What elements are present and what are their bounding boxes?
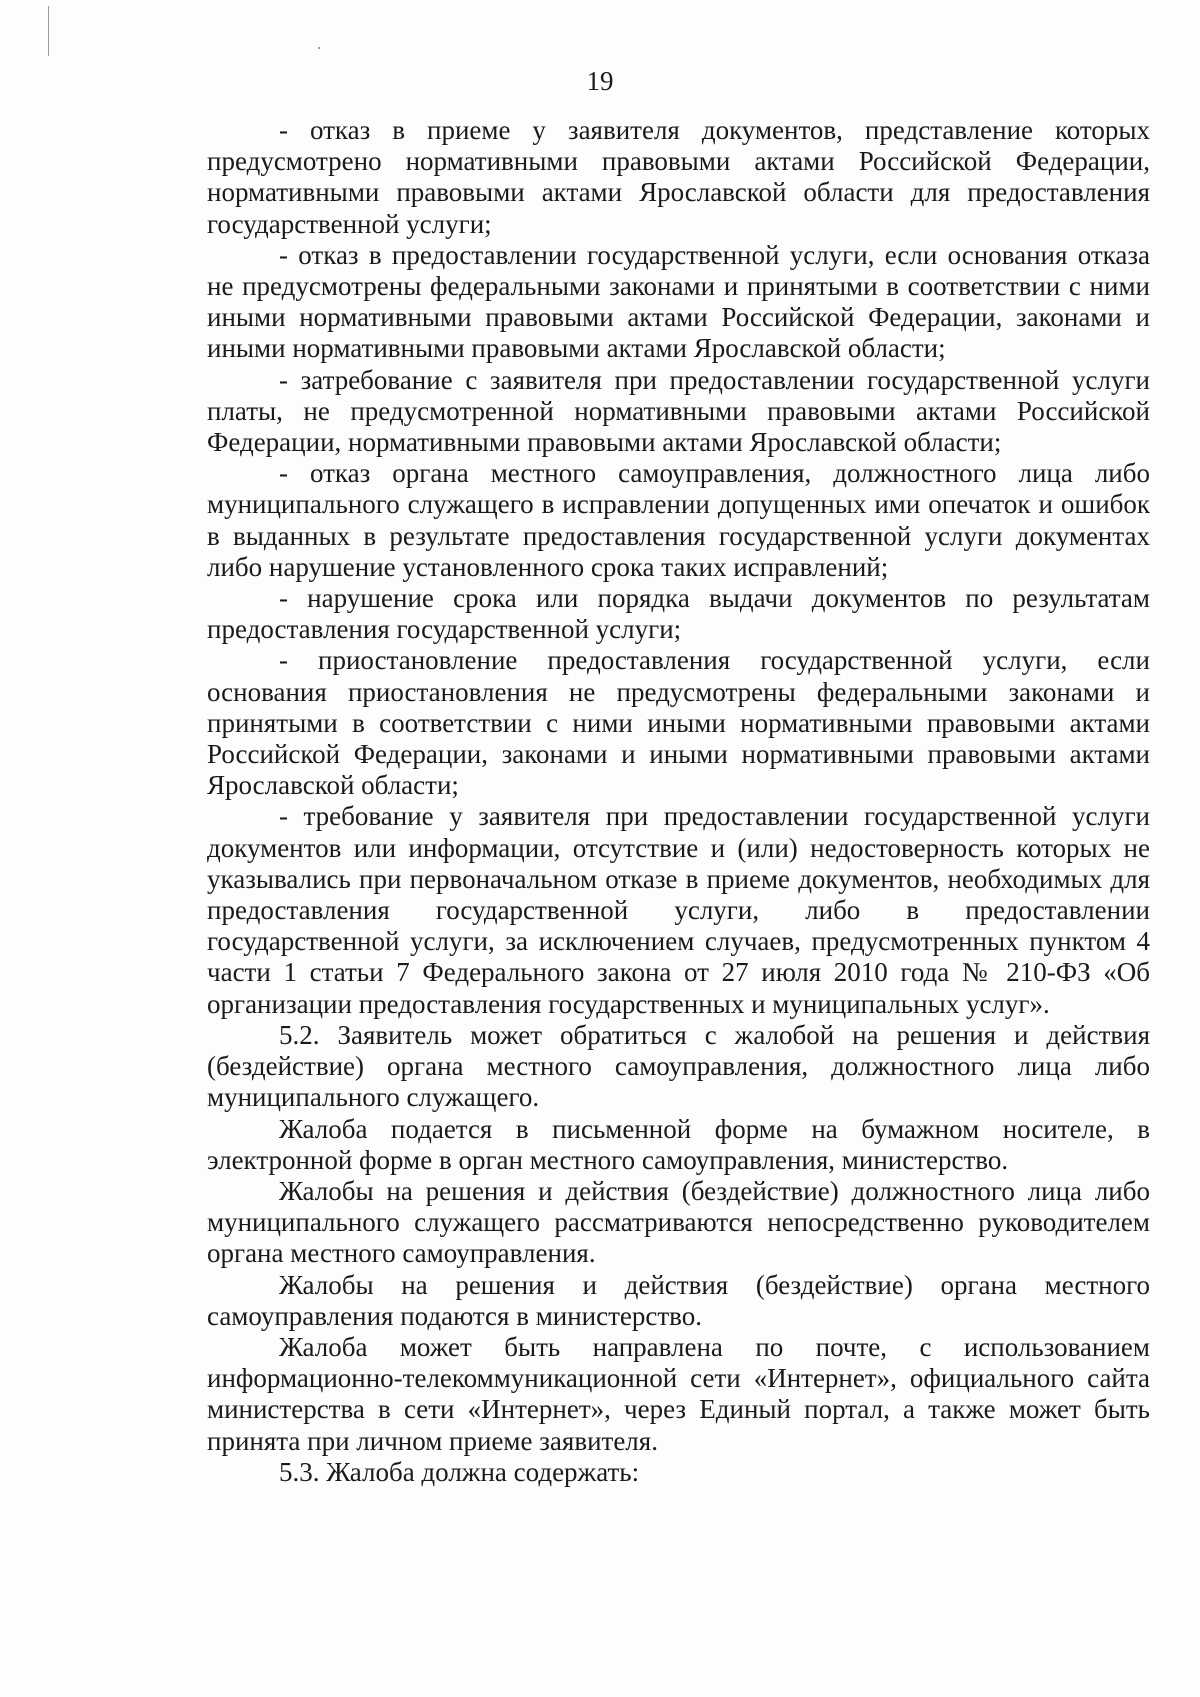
paragraph: - приостановление предоставления государственной услуги, если основания приостановления не предусмотрены федеральными законами и принятыми в соответствии с ними иными нормативными правовыми актами Российской Федерации, законами и иными нормативными правовыми актами Ярославской области;: [207, 645, 1150, 801]
paragraph: 5.3. Жалоба должна содержать:: [279, 1456, 640, 1487]
document-body: [207, 115, 1150, 1488]
paragraph: - нарушение срока или порядка выдачи документов по результатам предоставления государственной услуги;: [207, 583, 1150, 645]
paragraph: - требование у заявителя при предоставлении государственной услуги документов или информации, отсутствие и (или) недостоверность которых не указывались при первоначальном отказе в приеме документов, необходимых для предоставления государственной услуги, либо в предоставлении государственной услуги, за исключением случаев, предусмотренных пунктом 4 части 1 статьи 7 Федерального закона от 27 июля 2010 года № 210-ФЗ «Об организации предоставления государственных и муниципальных услуг».: [207, 801, 1150, 1019]
scan-artifact-dot: [318, 47, 320, 49]
paragraph: - отказ в предоставлении государственной услуги, если основания отказа не предусмотрены федеральными законами и принятыми в соответствии с ними иными нормативными правовыми актами Российской Федерации, законами и иными нормативными правовыми актами Ярославской области;: [207, 239, 1150, 364]
paragraph: Жалоба подается в письменной форме на бумажном носителе, в электронной форме в орган местного самоуправления, министерство.: [207, 1113, 1150, 1175]
paragraph: Жалобы на решения и действия (бездействие) должностного лица либо муниципального служащего рассматриваются непосредственно руководителем органа местного самоуправления.: [207, 1175, 1150, 1269]
scan-artifact-line: [48, 6, 49, 56]
paragraph: - отказ в приеме у заявителя документов, представление которых предусмотрено нормативными правовыми актами Российской Федерации, нормативными правовыми актами Ярославской области для предоставления государственной услуги;: [207, 115, 1150, 239]
paragraph: Жалобы на решения и действия (бездействие) органа местного самоуправления подаются в министерство.: [207, 1269, 1150, 1331]
page-number: 19: [586, 66, 614, 96]
paragraph: 5.2. Заявитель может обратиться с жалобой на решения и действия (бездействие) органа местного самоуправления, должностного лица либо муниципального служащего.: [207, 1019, 1150, 1113]
paragraph: - отказ органа местного самоуправления, должностного лица либо муниципального служащего в исправлении допущенных ими опечаток и ошибок в выданных в результате предоставления государственной услуги документах либо нарушение установленного срока таких исправлений;: [207, 458, 1150, 582]
paragraph: - затребование с заявителя при предоставлении государственной услуги платы, не предусмотренной нормативными правовыми актами Российской Федерации, нормативными правовыми актами Ярославской области;: [207, 364, 1150, 458]
paragraph: Жалоба может быть направлена по почте, с использованием информационно-телекоммуникационной сети «Интернет», официального сайта министерства в сети «Интернет», через Единый портал, а также может быть принята при личном приеме заявителя.: [207, 1331, 1150, 1456]
